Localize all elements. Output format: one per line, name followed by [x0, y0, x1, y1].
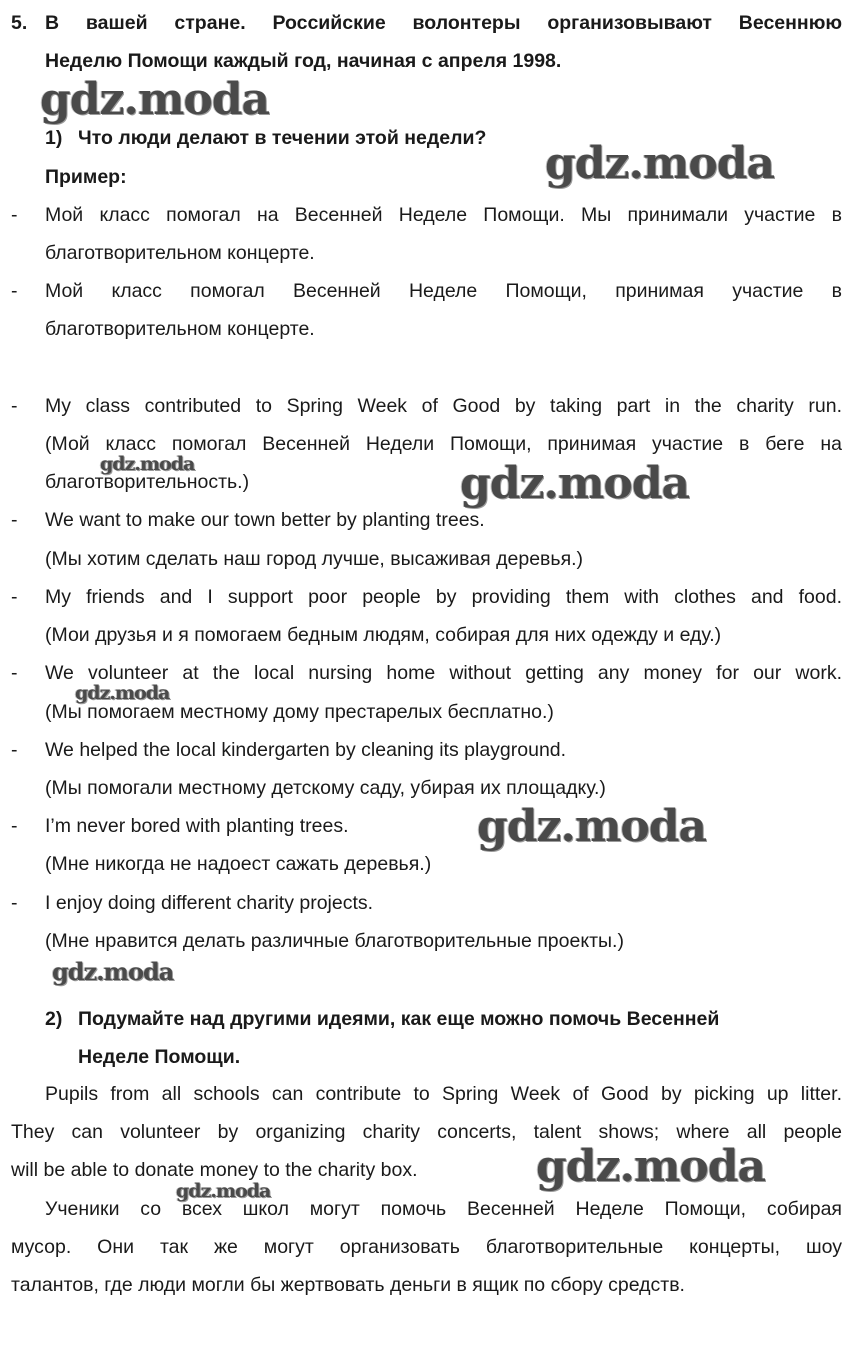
answer-1-en: My class contributed to Spring Week of Good by taking part in the charity run.: [45, 395, 842, 417]
watermark: gdz.moda: [176, 1180, 271, 1202]
list-dash: -: [11, 280, 18, 302]
para-en-line-1: Pupils from all schools can contribute to Spring Week of Good by picking up litter.: [45, 1083, 842, 1105]
answer-6-en: I’m never bored with planting trees.: [45, 815, 349, 837]
answer-1-ru-line-1: (Мой класс помогал Весенней Недели Помощи, принимая участие в беге на: [45, 433, 842, 455]
q2-text-line-2: Неделе Помощи.: [78, 1046, 241, 1068]
task-title-line-1: В вашей стране. Российские волонтеры организовывают Весеннюю: [45, 12, 842, 34]
watermark: gdz.moda: [40, 74, 270, 125]
q1-text: Что люди делают в течении этой недели?: [78, 127, 487, 149]
answer-4-en: We volunteer at the local nursing home without getting any money for our work.: [45, 662, 842, 684]
answer-4-ru: (Мы помогаем местному дому престарелых бесплатно.): [45, 701, 554, 723]
q2-text-line-1: Подумайте над другими идеями, как еще можно помочь Весенней: [78, 1008, 720, 1030]
para-ru-line-1: Ученики со всех школ могут помочь Весенней Неделе Помощи, собирая: [45, 1198, 842, 1220]
list-dash: -: [11, 662, 18, 684]
example-1-line-1: Мой класс помогал на Весенней Неделе Помощи. Мы принимали участие в: [45, 204, 842, 226]
q1-number: 1): [45, 127, 63, 149]
watermark: gdz.moda: [100, 453, 195, 475]
example-label: Пример:: [45, 166, 127, 188]
answer-7-en: I enjoy doing different charity projects.: [45, 892, 374, 914]
list-dash: -: [11, 395, 18, 417]
watermark: gdz.moda: [536, 1141, 766, 1192]
answer-3-en: My friends and I support poor people by providing them with clothes and food.: [45, 586, 842, 608]
list-dash: -: [11, 586, 18, 608]
para-en-line-2: They can volunteer by organizing charity concerts, talent shows; where all people: [11, 1121, 842, 1143]
example-2-line-1: Мой класс помогал Весенней Неделе Помощи, принимая участие в: [45, 280, 842, 302]
para-ru-line-3: талантов, где люди могли бы жертвовать деньги в ящик по сбору средств.: [11, 1274, 685, 1296]
watermark: gdz.moda: [75, 682, 170, 704]
list-dash: -: [11, 739, 18, 761]
answer-5-en: We helped the local kindergarten by cleaning its playground.: [45, 739, 567, 761]
q2-number: 2): [45, 1008, 63, 1030]
list-dash: -: [11, 892, 18, 914]
watermark: gdz.moda: [460, 458, 690, 509]
para-en-line-3: will be able to donate money to the charity box.: [11, 1159, 418, 1181]
watermark: gdz.moda: [52, 957, 174, 986]
answer-6-ru: (Мне никогда не надоест сажать деревья.): [45, 853, 432, 875]
list-dash: -: [11, 509, 18, 531]
watermark: gdz.moda: [545, 138, 775, 189]
answer-3-ru: (Мои друзья и я помогаем бедным людям, собирая для них одежду и еду.): [45, 624, 722, 646]
answer-5-ru: (Мы помогали местному детскому саду, убирая их площадку.): [45, 777, 606, 799]
answer-7-ru: (Мне нравится делать различные благотворительные проекты.): [45, 930, 624, 952]
answer-2-en: We want to make our town better by planting trees.: [45, 509, 485, 531]
task-title-line-2: Неделю Помощи каждый год, начиная с апреля 1998.: [45, 50, 562, 72]
answer-1-ru-line-2: благотворительность.): [45, 471, 250, 493]
example-2-line-2: благотворительном концерте.: [45, 318, 315, 340]
watermark: gdz.moda: [477, 801, 707, 852]
list-dash: -: [11, 204, 18, 226]
answer-2-ru: (Мы хотим сделать наш город лучше, высаживая деревья.): [45, 548, 584, 570]
task-number: 5.: [11, 12, 28, 34]
para-ru-line-2: мусор. Они так же могут организовать благотворительные концерты, шоу: [11, 1236, 842, 1258]
list-dash: -: [11, 815, 18, 837]
example-1-line-2: благотворительном концерте.: [45, 242, 315, 264]
